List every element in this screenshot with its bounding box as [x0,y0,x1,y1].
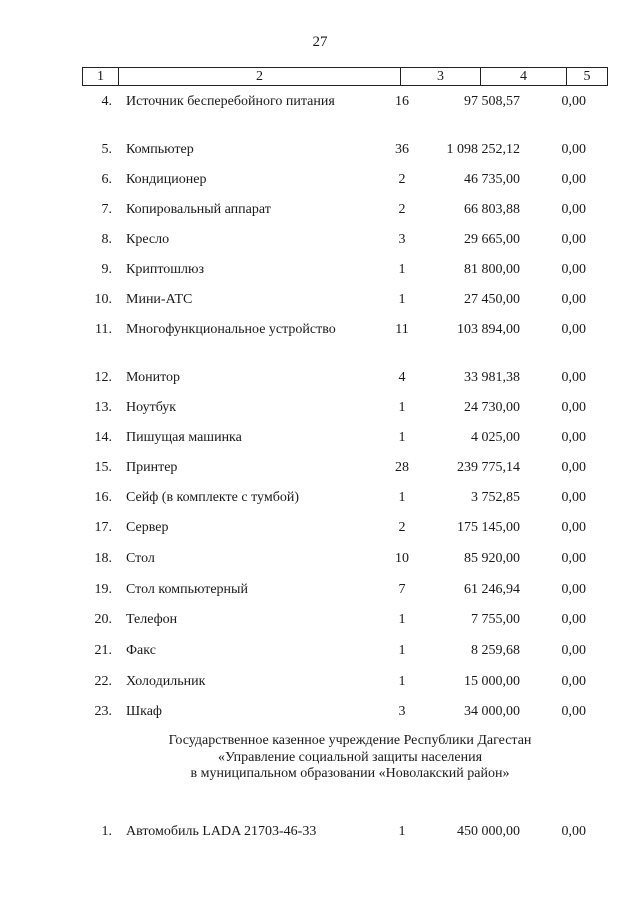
row-number: 21. [94,643,112,658]
item-quantity: 2 [398,202,406,217]
item-sum: 34 000,00 [464,704,520,719]
item-name: Ноутбук [126,400,177,415]
row-number: 16. [94,490,112,505]
item-sum: 29 665,00 [464,232,520,247]
item-depreciation: 0,00 [561,430,586,445]
item-sum: 175 145,00 [457,520,520,535]
item-sum: 27 450,00 [464,292,520,307]
item-name: Мини-АТС [126,292,193,307]
row-number: 17. [94,520,112,535]
item-sum: 1 098 252,12 [446,142,520,157]
row-number: 5. [101,142,112,157]
item-depreciation: 0,00 [561,202,586,217]
item-name: Монитор [126,370,181,385]
item-quantity: 1 [398,612,406,627]
item-quantity: 2 [398,520,406,535]
item-sum: 33 981,38 [464,370,520,385]
item-sum: 8 259,68 [471,643,520,658]
item-name: Стол компьютерный [126,582,248,597]
item-quantity: 1 [398,643,406,658]
item-quantity: 1 [398,292,406,307]
row-number: 10. [94,292,112,307]
item-quantity: 1 [398,490,406,505]
item-name: Кресло [126,232,170,247]
item-depreciation: 0,00 [561,582,586,597]
item-quantity: 1 [398,430,406,445]
row-number: 15. [94,460,112,475]
organization-heading-line: Государственное казенное учреждение Республики Дагестан [168,733,532,748]
item-quantity: 16 [395,94,409,109]
item-depreciation: 0,00 [561,322,586,337]
row-number: 11. [95,322,112,337]
item-sum: 81 800,00 [464,262,520,277]
item-name: Автомобиль LADA 21703-46-33 [126,824,317,839]
item-depreciation: 0,00 [561,262,586,277]
item-depreciation: 0,00 [561,292,586,307]
item-quantity: 7 [398,582,406,597]
column-header-4: 4 [481,68,567,85]
item-name: Источник бесперебойного питания [126,94,335,109]
item-name: Многофункциональное устройство [126,322,336,337]
item-depreciation: 0,00 [561,460,586,475]
item-depreciation: 0,00 [561,370,586,385]
column-header-2: 2 [119,68,401,85]
item-depreciation: 0,00 [561,142,586,157]
item-sum: 66 803,88 [464,202,520,217]
item-name: Сервер [126,520,169,535]
row-number: 20. [94,612,112,627]
item-sum: 61 246,94 [464,582,520,597]
item-quantity: 4 [398,370,406,385]
item-depreciation: 0,00 [561,172,586,187]
item-quantity: 1 [398,674,406,689]
row-number: 8. [101,232,112,247]
item-quantity: 2 [398,172,406,187]
organization-heading-line: «Управление социальной защиты населения [217,749,483,765]
item-name: Пишущая машинка [126,430,242,445]
item-quantity: 1 [398,262,406,277]
item-sum: 7 755,00 [471,612,520,627]
item-sum: 46 735,00 [464,172,520,187]
item-sum: 85 920,00 [464,551,520,566]
item-depreciation: 0,00 [561,612,586,627]
row-number: 19. [94,582,112,597]
item-sum: 97 508,57 [464,94,520,109]
row-number: 18. [94,551,112,566]
item-quantity: 3 [398,232,406,247]
item-quantity: 3 [398,704,406,719]
item-quantity: 36 [395,142,409,157]
item-name: Сейф (в комплекте с тумбой) [126,490,299,505]
item-sum: 103 894,00 [457,322,520,337]
item-name: Криптошлюз [126,262,205,277]
row-number: 13. [94,400,112,415]
row-number: 14. [94,430,112,445]
organization-heading [100,733,600,783]
column-header-1: 1 [83,68,119,85]
item-name: Шкаф [126,704,162,719]
page-number: 27 [312,34,328,50]
organization-heading-line: в муниципальном образовании «Новолакский район» [190,766,510,781]
item-depreciation: 0,00 [561,232,586,247]
row-number: 4. [101,94,112,109]
item-sum: 3 752,85 [471,490,520,505]
item-sum: 15 000,00 [464,674,520,689]
item-depreciation: 0,00 [561,400,586,415]
item-depreciation: 0,00 [561,824,586,839]
item-depreciation: 0,00 [561,94,586,109]
item-quantity: 1 [398,400,406,415]
item-depreciation: 0,00 [561,551,586,566]
item-name: Холодильник [126,674,206,689]
column-header-5: 5 [583,69,591,84]
item-depreciation: 0,00 [561,704,586,719]
item-name: Кондиционер [126,172,207,187]
item-name: Факс [126,643,156,658]
item-quantity: 1 [398,824,406,839]
row-number: 22. [94,674,112,689]
item-name: Принтер [126,460,178,475]
item-depreciation: 0,00 [561,674,586,689]
item-name: Телефон [126,612,178,627]
row-number: 7. [101,202,112,217]
row-number: 12. [94,370,112,385]
item-sum: 239 775,14 [457,460,520,475]
item-quantity: 11 [395,322,409,337]
item-name: Компьютер [126,142,194,157]
item-quantity: 10 [395,551,409,566]
item-name: Стол [126,551,155,566]
row-number: 9. [101,262,112,277]
item-quantity: 28 [395,460,409,475]
item-depreciation: 0,00 [561,490,586,505]
table-header-row [82,67,608,86]
item-depreciation: 0,00 [561,643,586,658]
item-name: Копировальный аппарат [126,202,271,217]
row-number: 23. [94,704,112,719]
item-sum: 24 730,00 [464,400,520,415]
row-number: 1. [101,824,112,839]
row-number: 6. [101,172,112,187]
item-sum: 450 000,00 [457,824,520,839]
column-header-3: 3 [401,68,481,85]
item-sum: 4 025,00 [471,430,520,445]
item-depreciation: 0,00 [561,520,586,535]
